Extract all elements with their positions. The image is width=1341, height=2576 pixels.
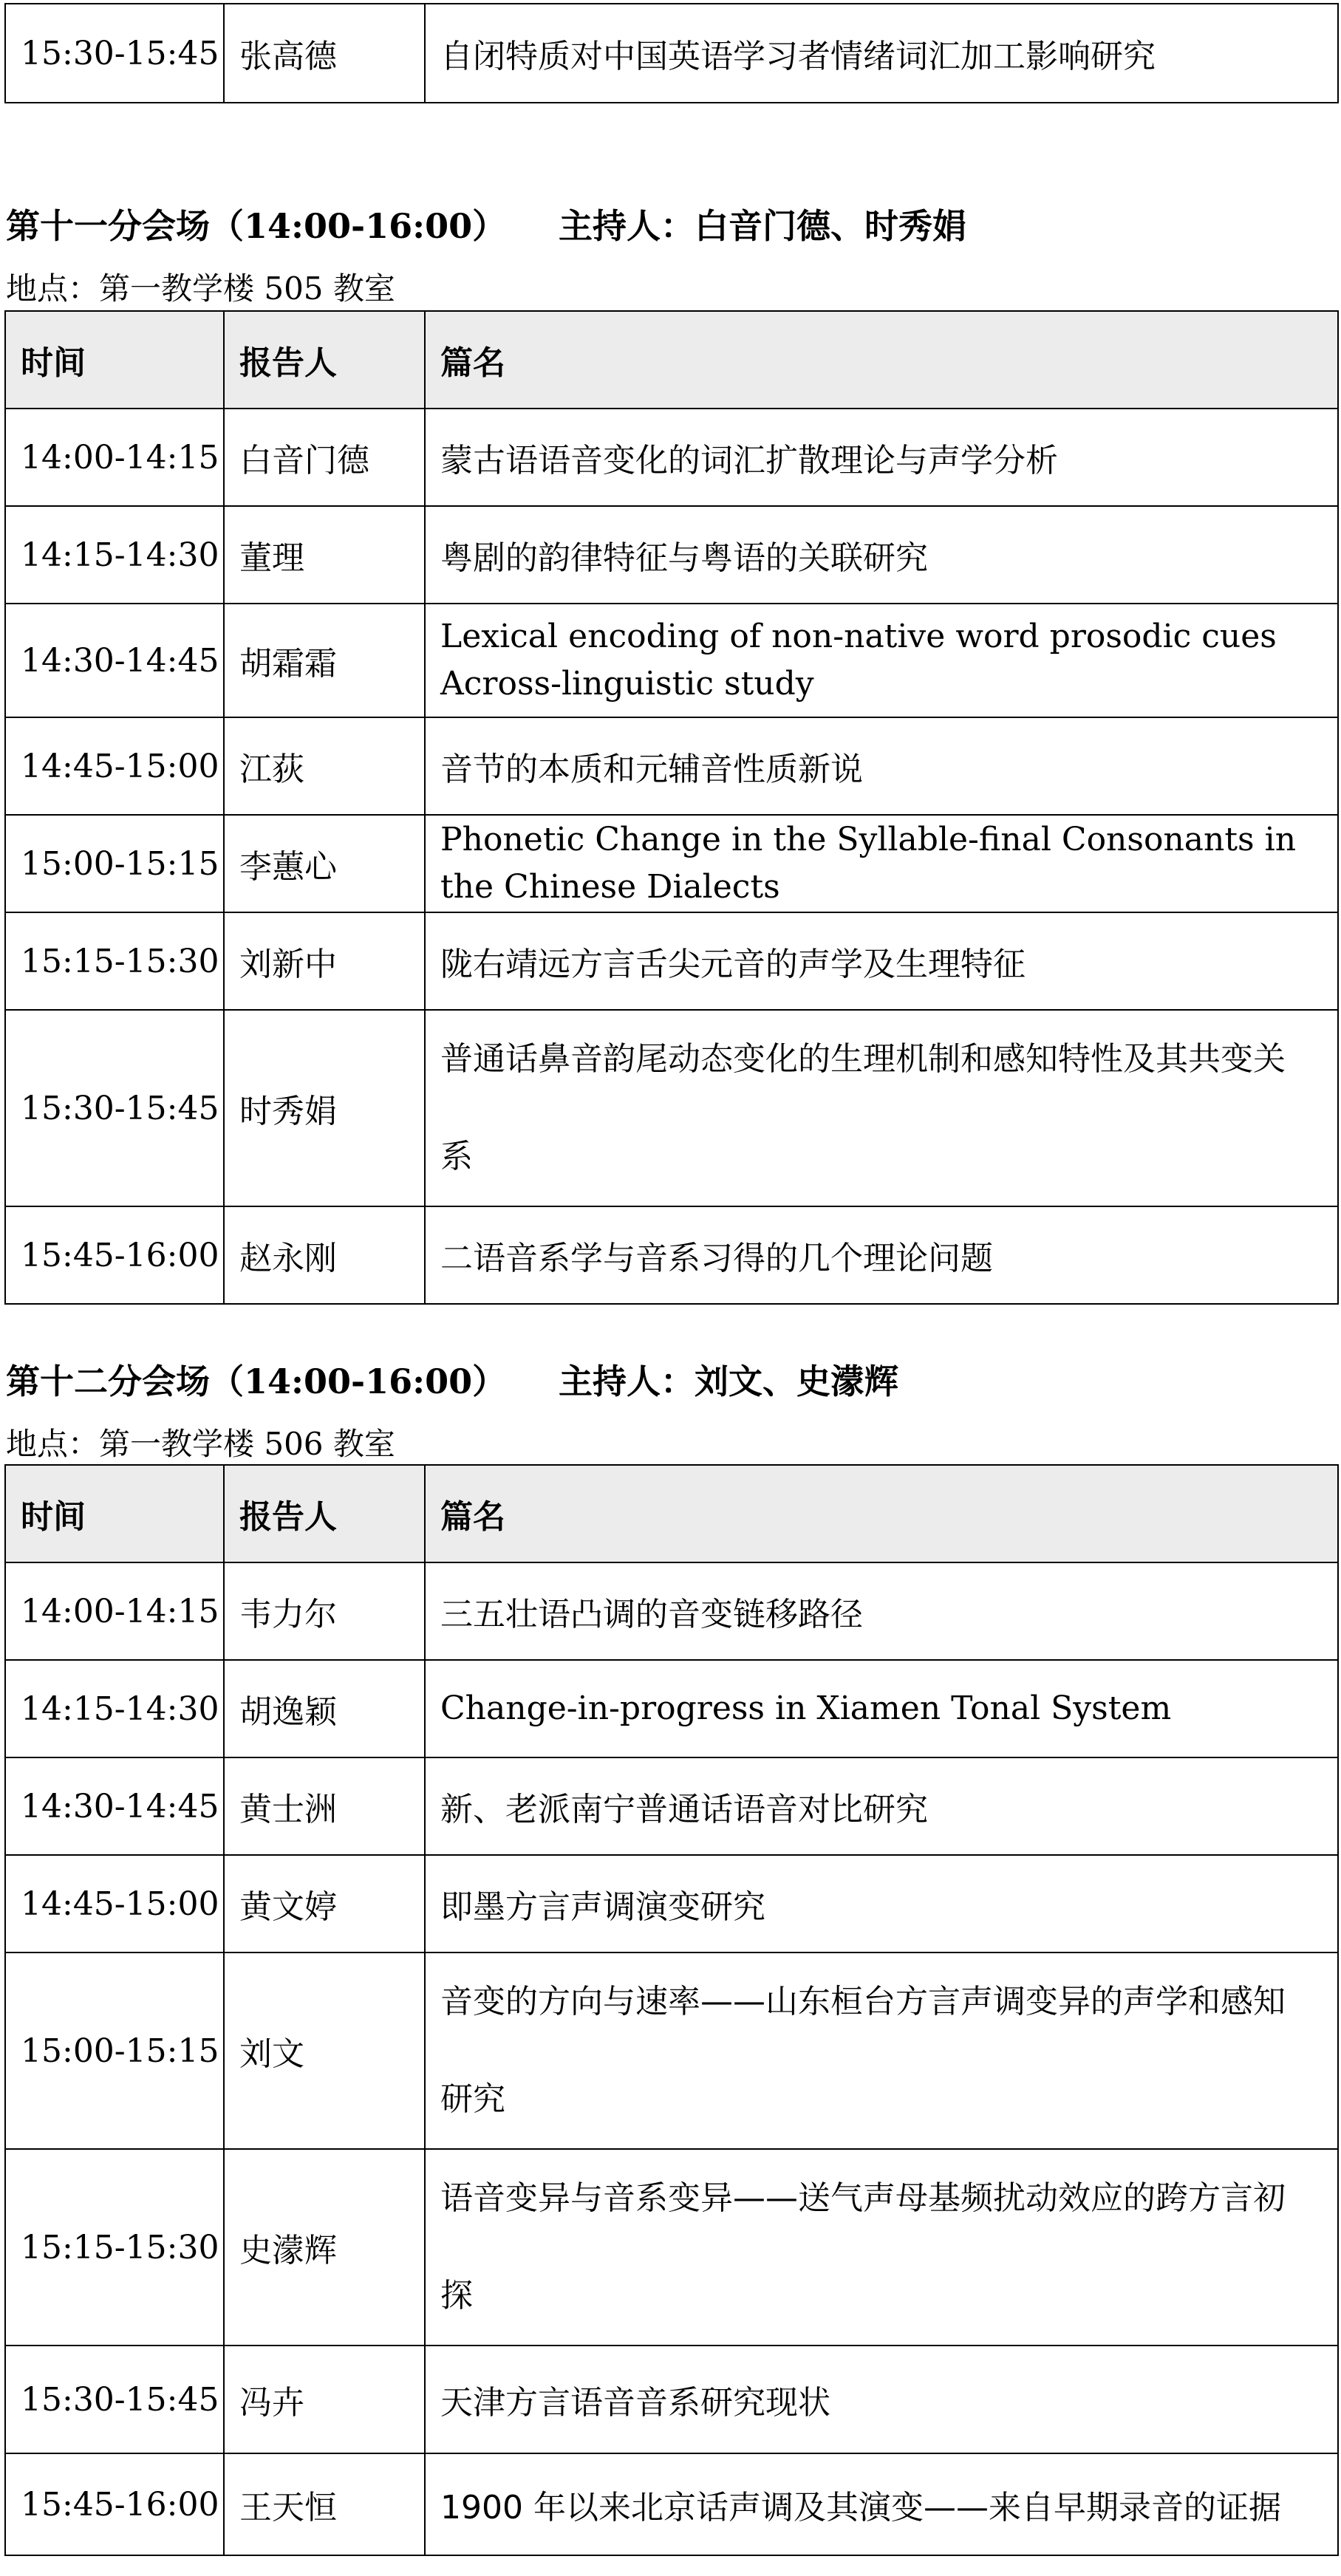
table-row	[5, 4, 1338, 103]
previous-session-table	[4, 3, 1339, 103]
speaker-cell: 胡霜霜	[224, 604, 425, 717]
time-cell: 15:30-15:45	[5, 2346, 224, 2453]
session12-table	[4, 1464, 1339, 2556]
title-cell: 音节的本质和元辅音性质新说	[425, 717, 1338, 815]
speaker-header: 报告人	[224, 1465, 425, 1562]
title-cell: 天津方言语音音系研究现状	[425, 2346, 1338, 2453]
speaker-cell: 时秀娟	[224, 1010, 425, 1206]
table-row	[5, 2149, 1338, 2346]
speaker-cell: 王天恒	[224, 2453, 425, 2555]
session11-venue: 地点：第一教学楼 505 教室	[6, 270, 395, 307]
time-cell: 15:45-16:00	[5, 1206, 224, 1304]
speaker-cell: 胡逸颖	[224, 1660, 425, 1757]
session11-table	[4, 310, 1339, 1305]
title-cell: 二语音系学与音系习得的几个理论问题	[425, 1206, 1338, 1304]
title-cell: 陇右靖远方言舌尖元音的声学及生理特征	[425, 912, 1338, 1010]
speaker-cell: 冯卉	[224, 2346, 425, 2453]
title-cell: 普通话鼻音韵尾动态变化的生理机制和感知特性及其共变关系	[425, 1010, 1338, 1206]
title-cell: Phonetic Change in the Syllable-final Consonants in the Chinese Dialects	[425, 815, 1338, 912]
table-row	[5, 2453, 1338, 2555]
speaker-cell: 江荻	[224, 717, 425, 815]
time-cell: 15:00-15:15	[5, 1953, 224, 2149]
table-row	[5, 912, 1338, 1010]
time-header: 时间	[5, 311, 224, 409]
table-row	[5, 1757, 1338, 1855]
speaker-cell: 李蕙心	[224, 815, 425, 912]
table-row	[5, 1010, 1338, 1206]
session11-chairs: 主持人：白音门德、时秀娟	[559, 206, 966, 246]
title-cell: Change-in-progress in Xiamen Tonal System	[425, 1660, 1338, 1757]
time-cell: 15:00-15:15	[5, 815, 224, 912]
time-cell: 14:30-14:45	[5, 1757, 224, 1855]
header-row	[5, 1465, 1338, 1562]
title-cell: 自闭特质对中国英语学习者情绪词汇加工影响研究	[425, 4, 1338, 103]
session12-heading	[6, 1355, 898, 1404]
speaker-cell: 刘新中	[224, 912, 425, 1010]
time-cell: 14:45-15:00	[5, 1855, 224, 1953]
time-cell: 15:30-15:45	[5, 4, 224, 103]
speaker-cell: 史濛辉	[224, 2149, 425, 2346]
table-row	[5, 717, 1338, 815]
title-cell: Lexical encoding of non-native word prosodic cues Across-linguistic study	[425, 604, 1338, 717]
time-cell: 14:15-14:30	[5, 506, 224, 604]
session12-venue: 地点：第一教学楼 506 教室	[6, 1426, 395, 1462]
time-header: 时间	[5, 1465, 224, 1562]
speaker-cell: 黄士洲	[224, 1757, 425, 1855]
speaker-cell: 张高德	[224, 4, 425, 103]
title-cell: 新、老派南宁普通话语音对比研究	[425, 1757, 1338, 1855]
title-cell: 粤剧的韵律特征与粤语的关联研究	[425, 506, 1338, 604]
session12-title: 第十二分会场（14:00-16:00）	[6, 1362, 507, 1401]
speaker-cell: 赵永刚	[224, 1206, 425, 1304]
table-row	[5, 1206, 1338, 1304]
time-cell: 14:00-14:15	[5, 409, 224, 506]
time-cell: 14:15-14:30	[5, 1660, 224, 1757]
speaker-cell: 白音门德	[224, 409, 425, 506]
session12-chairs: 主持人：刘文、史濛辉	[559, 1362, 898, 1401]
title-cell: 即墨方言声调演变研究	[425, 1855, 1338, 1953]
time-cell: 14:00-14:15	[5, 1562, 224, 1660]
time-cell: 15:15-15:30	[5, 912, 224, 1010]
session11-heading	[6, 199, 966, 248]
table-row	[5, 1660, 1338, 1757]
header-row	[5, 311, 1338, 409]
title-cell: 1900 年以来北京话声调及其演变——来自早期录音的证据	[425, 2453, 1338, 2555]
time-cell: 15:45-16:00	[5, 2453, 224, 2555]
title-cell: 蒙古语语音变化的词汇扩散理论与声学分析	[425, 409, 1338, 506]
title-header: 篇名	[425, 1465, 1338, 1562]
title-cell: 音变的方向与速率——山东桓台方言声调变异的声学和感知研究	[425, 1953, 1338, 2149]
table-row	[5, 409, 1338, 506]
table-row	[5, 1855, 1338, 1953]
title-header: 篇名	[425, 311, 1338, 409]
table-row	[5, 1562, 1338, 1660]
table-row	[5, 1953, 1338, 2149]
table-row	[5, 506, 1338, 604]
speaker-cell: 董理	[224, 506, 425, 604]
time-cell: 14:45-15:00	[5, 717, 224, 815]
session11-title: 第十一分会场（14:00-16:00）	[6, 206, 507, 246]
table-row	[5, 2346, 1338, 2453]
table-row	[5, 604, 1338, 717]
title-cell: 三五壮语凸调的音变链移路径	[425, 1562, 1338, 1660]
speaker-cell: 黄文婷	[224, 1855, 425, 1953]
time-cell: 15:30-15:45	[5, 1010, 224, 1206]
time-cell: 15:15-15:30	[5, 2149, 224, 2346]
speaker-cell: 韦力尔	[224, 1562, 425, 1660]
speaker-header: 报告人	[224, 311, 425, 409]
table-row	[5, 815, 1338, 912]
time-cell: 14:30-14:45	[5, 604, 224, 717]
speaker-cell: 刘文	[224, 1953, 425, 2149]
title-cell: 语音变异与音系变异——送气声母基频扰动效应的跨方言初探	[425, 2149, 1338, 2346]
